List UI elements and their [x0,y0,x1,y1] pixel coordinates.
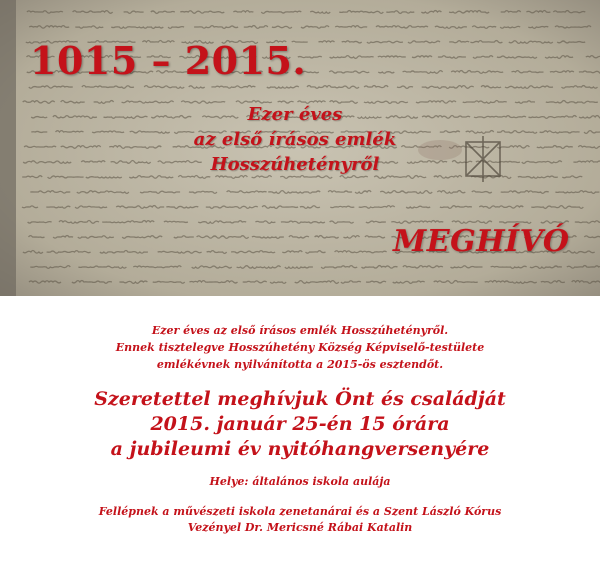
intro-paragraph [0,322,600,373]
intro-line: emlékévnek nyilvánította a 2015-ös esztendőt. [156,358,444,371]
main-line: a jubileumi év nyitóhangversenyére [110,438,490,460]
performers-line: Fellépnek a művészeti iskola zenetanárai és a Szent László Kórus [98,505,502,518]
intro-line: Ezer éves az első írásos emlék Hosszúhetényről. [151,324,449,337]
main-invitation-text [0,387,600,462]
main-line: Szeretettel meghívjuk Önt és családját [94,388,506,410]
anniversary-years-title: 1015 – 2015. [30,38,307,83]
invitation-heading: MEGHÍVÓ [393,224,570,259]
performers-line: Vezényel Dr. Mericsné Rábai Katalin [187,521,413,534]
anniversary-subtitle [150,102,440,177]
subtitle-line: az első írásos emlék [193,129,397,150]
subtitle-line: Ezer éves [247,104,343,125]
intro-line: Ennek tisztelegve Hosszúhetény Község Képviselő-testülete [115,341,485,354]
subtitle-line: Hosszúhetényről [210,154,380,175]
main-line: 2015. január 25-én 15 órára [150,413,450,435]
performers-text [0,504,600,536]
venue-text: Helye: általános iskola aulája [209,475,391,488]
invitation-body [0,296,600,536]
